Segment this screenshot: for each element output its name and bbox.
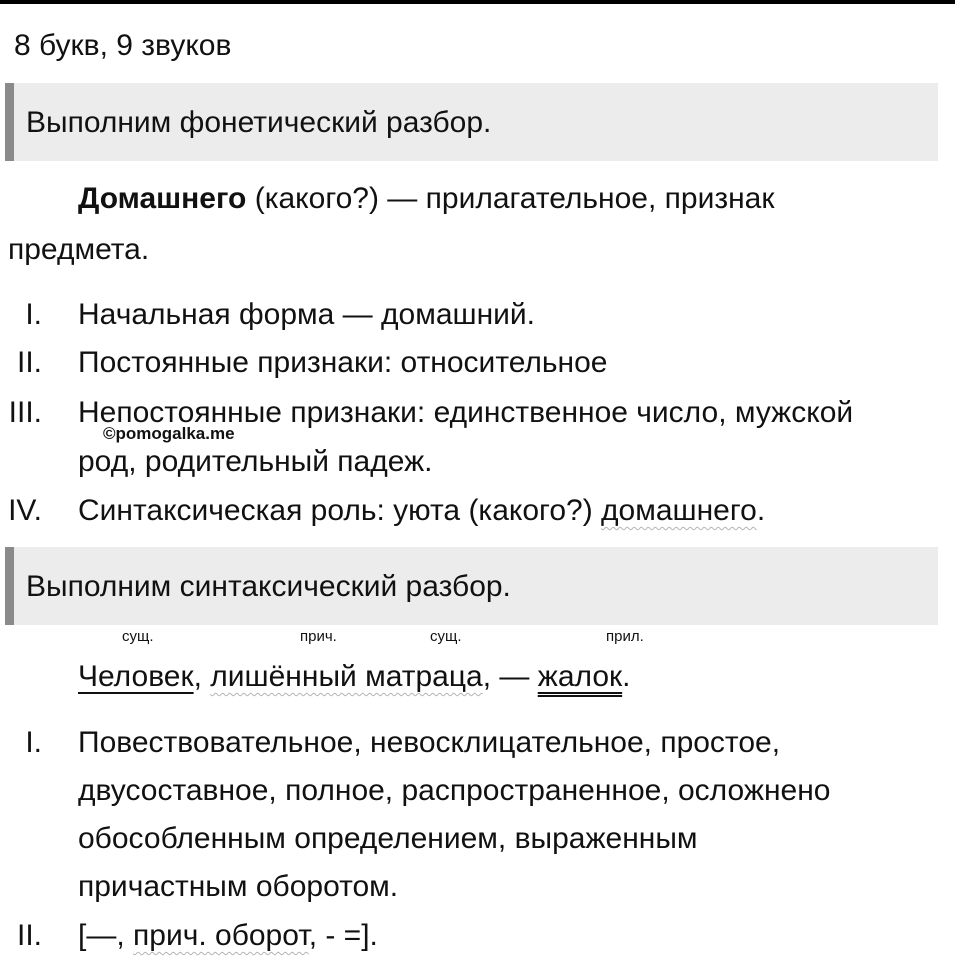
syntax-heading: Выполним синтаксический разбор.	[26, 570, 511, 603]
phonetic-heading-band	[5, 83, 938, 161]
predicate: жалок	[537, 660, 623, 693]
pos-label: прич.	[300, 628, 337, 645]
scheme-end: , - =].	[308, 919, 378, 952]
syntactic-role-text: Синтаксическая роль: уюта (какого?)	[78, 494, 602, 527]
analyzed-sentence	[78, 659, 631, 695]
syntax-item-number: II.	[16, 919, 42, 952]
syntactic-role-word: домашнего	[601, 494, 757, 527]
participial-phrase: лишённый матраца	[210, 660, 483, 693]
syntax-heading-band	[5, 547, 938, 625]
period: .	[622, 660, 631, 693]
syntax-item-line: двусоставное, полное, распространенное, осложнено	[78, 774, 831, 807]
morph-item-text: Непостоянные признаки: единственное число, мужской	[78, 396, 854, 429]
pos-label: сущ.	[430, 628, 462, 645]
sentence-scheme	[78, 918, 378, 954]
dash: , —	[482, 660, 538, 693]
morph-item-text: Начальная форма — домашний.	[78, 298, 535, 331]
subject: Человек	[78, 660, 194, 693]
watermark: ©pomogalka.me	[103, 424, 235, 443]
top-rule	[0, 0, 955, 4]
morph-item-number: I.	[25, 298, 42, 331]
morph-intro-rest: (какого?) — прилагательное, признак	[246, 182, 775, 215]
letters-sounds-summary: 8 букв, 9 звуков	[14, 29, 232, 62]
syntax-item-line: Повествовательное, невосклицательное, простое,	[78, 726, 781, 759]
morph-item-number: II.	[16, 346, 42, 379]
pos-label: прил.	[606, 628, 644, 645]
morph-intro-line1	[78, 181, 774, 217]
syntax-item-number: I.	[25, 726, 42, 759]
phonetic-heading: Выполним фонетический разбор.	[26, 106, 492, 139]
morph-item-text-continued: род, родительный падеж.	[78, 445, 433, 478]
syntax-item-line: причастным оборотом.	[78, 870, 399, 903]
morph-item-text	[78, 493, 765, 529]
comma: ,	[193, 660, 211, 693]
scheme-start: [—,	[78, 919, 134, 952]
syntax-item-line: обособленным определением, выраженным	[78, 822, 698, 855]
scheme-participle: прич. оборот	[133, 919, 309, 952]
morph-item-number: IV.	[8, 494, 42, 527]
morph-item-number: III.	[8, 396, 42, 429]
morph-item-text: Постоянные признаки: относительное	[78, 346, 608, 379]
analyzed-word: Домашнего	[78, 182, 247, 215]
pos-label: сущ.	[122, 628, 154, 645]
morph-intro-line2: предмета.	[8, 233, 150, 266]
period: .	[756, 494, 766, 527]
